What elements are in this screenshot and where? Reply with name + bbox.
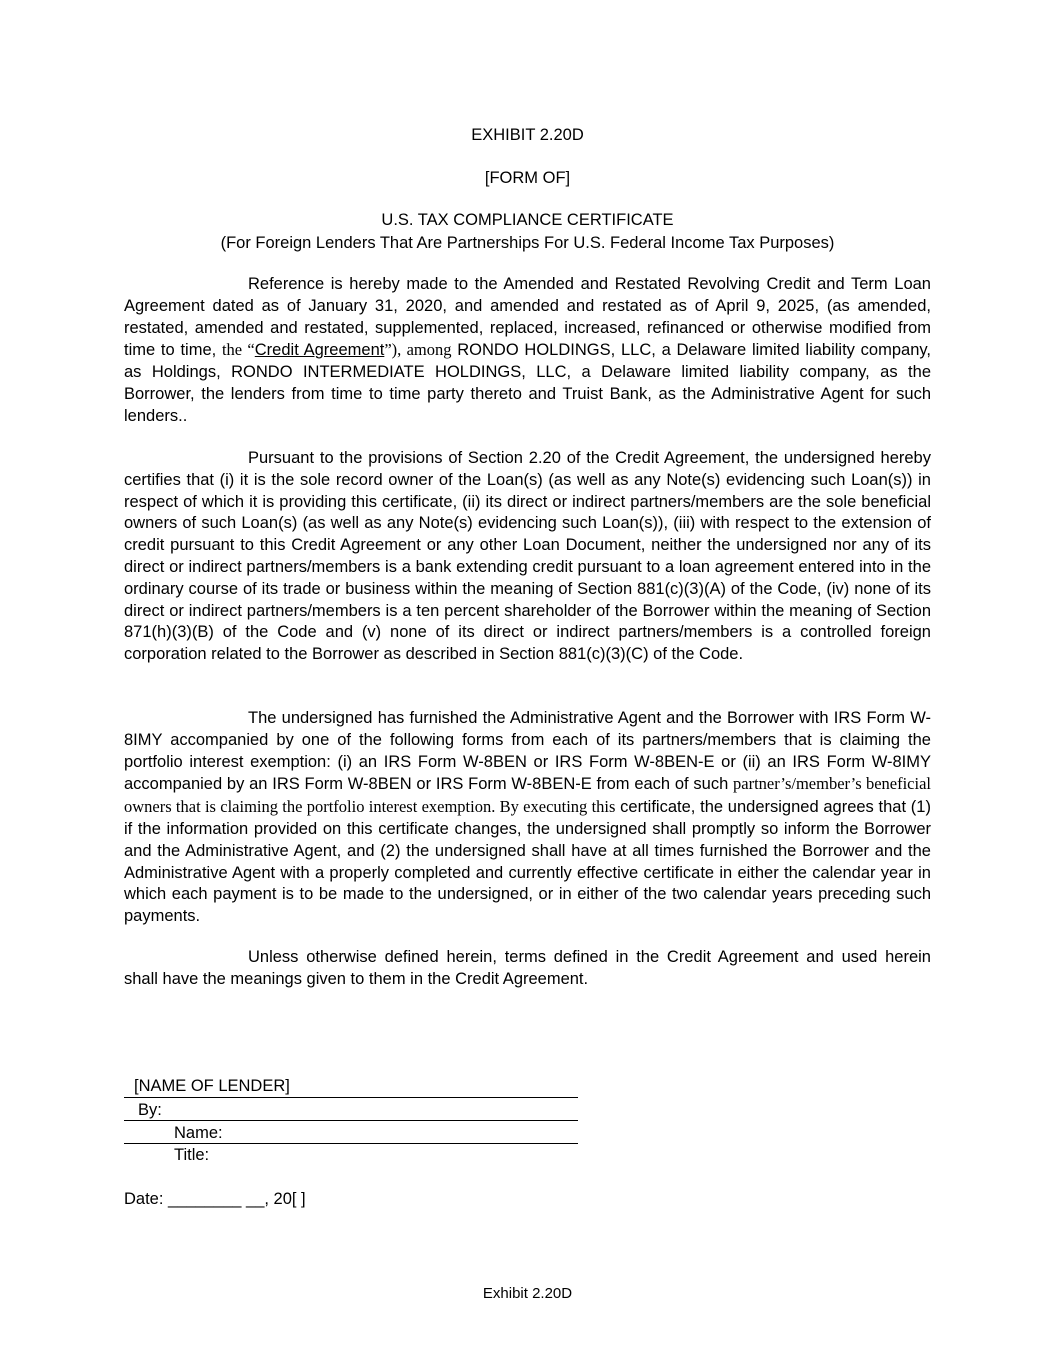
certificate-title: U.S. TAX COMPLIANCE CERTIFICATE bbox=[381, 211, 674, 229]
by-label: By: bbox=[138, 1101, 162, 1119]
form-of-heading: [FORM OF] bbox=[484, 169, 571, 187]
forms-text-3: certificate, the undersigned agrees that (1) if the information provided on this certificate changes, the undersigned shall promptly so inform the Borrower and the Administrative Agent, and (2) the undersigned shall have at all times furnished the Borrower and the Administrative Agent with a properly completed and currently effective certificate in either the calendar year in which each payment is to be made to the undersigned, or in either of the two calendar years preceding such payments. bbox=[124, 798, 931, 926]
reference-text-2: the “ bbox=[221, 340, 255, 360]
forms-text-2: partner’s/member’s beneficial owners that is claiming the portfolio interest exemption. By executing this bbox=[124, 774, 931, 817]
credit-agreement-term: Credit Agreement bbox=[254, 341, 385, 360]
signature-block bbox=[124, 1074, 578, 1174]
certification-paragraph: Pursuant to the provisions of Section 2.20 of the Credit Agreement, the undersigned hereby certifies that (i) it is the sole record owner of the Loan(s) (as well as any Note(s) evidencing such Loan(s)) in respect of which it is providing this certificate, (ii) its direct or indirect partners/members are the sole beneficial owners of such Loan(s) (as well as any Note(s) evidencing such Loan(s)), (iii) with respect to the extension of credit pursuant to this Credit Agreement or any other Loan Document, neither the undersigned nor any of its direct or indirect partners/members is a bank extending credit pursuant to a loan agreement entered into in the ordinary course of its trade or business within the meaning of Section 881(c)(3)(A) of the Code, (iv) none of its direct or indirect partners/members is a ten percent shareholder of the Borrower within the meaning of Section 871(h)(3)(B) of the Code and (v) none of its direct or indirect partners/members is a controlled foreign corporation related to the Borrower as described in Section 881(c)(3)(C) of the Code. bbox=[124, 449, 931, 664]
reference-text-3: ”), among bbox=[384, 340, 452, 360]
lender-name-line bbox=[124, 1097, 578, 1098]
reference-text-4: RONDO HOLDINGS, LLC, a Delaware limited liability company, as Holdings, RONDO INTERMEDIATE HOLDINGS, LLC, a Delaware limited liability company, as the Borrower, the lenders from time to time party thereto and Truist Bank, as the Administrative Agent for such lenders.. bbox=[124, 341, 931, 425]
forms-paragraph bbox=[124, 708, 931, 928]
certificate-subtitle: (For Foreign Lenders That Are Partnerships For U.S. Federal Income Tax Purposes) bbox=[220, 234, 835, 252]
date-line: Date: ________ __, 20[ ] bbox=[124, 1190, 306, 1208]
name-label: Name: bbox=[174, 1124, 223, 1142]
page-footer: Exhibit 2.20D bbox=[482, 1285, 573, 1302]
exhibit-heading: EXHIBIT 2.20D bbox=[471, 126, 584, 144]
reference-paragraph bbox=[124, 274, 931, 428]
by-signature-line bbox=[124, 1120, 578, 1121]
reference-text-1: Reference is hereby made to the Amended and Restated Revolving Credit and Term Loan Agreement dated as of January 31, 2020, and amended and restated as of April 9, 2025, (as amended, restated, amended and restated, supplemented, replaced, increased, refinanced or otherwise modified from time to time, bbox=[124, 275, 931, 360]
forms-text-1: The undersigned has furnished the Administrative Agent and the Borrower with IRS Form W-8IMY accompanied by one of the following forms from each of its partners/members that is claiming the portfolio interest exemption: (i) an IRS Form W-8BEN or IRS Form W-8BEN-E or (ii) an IRS Form W-8IMY accompanied by an IRS Form W-8BEN or IRS Form W-8BEN-E from each of such bbox=[124, 709, 931, 794]
name-line bbox=[124, 1143, 578, 1144]
lender-name-label: [NAME OF LENDER] bbox=[134, 1077, 290, 1095]
title-label: Title: bbox=[174, 1146, 210, 1164]
definitions-paragraph: Unless otherwise defined herein, terms defined in the Credit Agreement and used herein shall have the meanings given to them in the Credit Agreement. bbox=[124, 948, 931, 988]
